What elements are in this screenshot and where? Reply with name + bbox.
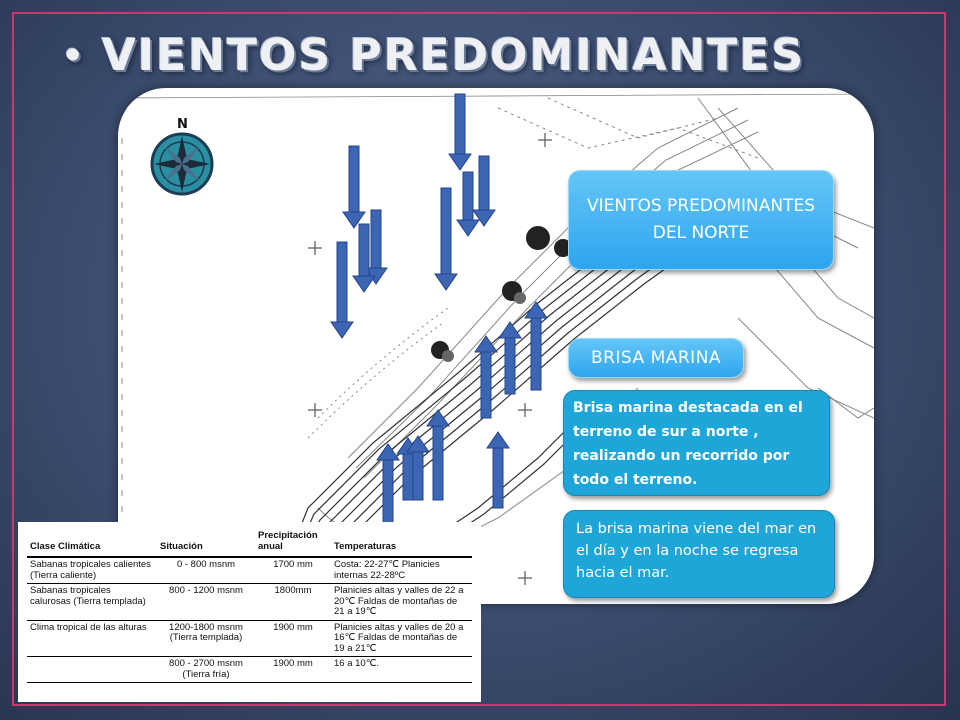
- table-cell: 1900 mm: [255, 657, 331, 683]
- table-cell: Clima tropical de las alturas: [27, 620, 157, 657]
- north-wind-arrows: [331, 94, 495, 338]
- table-header-row: [27, 528, 472, 557]
- table-cell: 1200-1800 msnm (Tierra templada): [157, 620, 255, 657]
- table-cell: 16 a 10℃.: [331, 657, 472, 683]
- sea-breeze-description-box: [563, 390, 830, 496]
- table-cell: 1700 mm: [255, 557, 331, 584]
- north-wind-arrow-icon: [457, 172, 479, 236]
- table-cell: Sabanas tropicales calientes (Tierra caliente): [27, 557, 157, 584]
- table-row: [27, 557, 472, 584]
- column-header: Clase Climática: [27, 528, 157, 557]
- column-header: Precipitación anual: [255, 528, 331, 557]
- sea-breeze-arrow-icon: [377, 444, 399, 528]
- north-wind-arrow-icon: [435, 188, 457, 290]
- table-cell: 1800mm: [255, 584, 331, 621]
- north-wind-arrow-icon: [449, 94, 471, 170]
- north-winds-label-box: [568, 170, 834, 270]
- climate-table-image: [18, 522, 481, 702]
- title-bullet: •: [62, 35, 86, 76]
- sea-breeze-label: BRISA MARINA: [590, 348, 722, 368]
- sea-breeze-arrow-icon: [499, 322, 521, 394]
- table-cell: 800 - 2700 msnm (Tierra fría): [157, 657, 255, 683]
- north-wind-arrow-icon: [331, 242, 353, 338]
- sea-breeze-arrows: [377, 302, 547, 528]
- sea-breeze-arrow-icon: [427, 410, 449, 500]
- table-cell: 1900 mm: [255, 620, 331, 657]
- table-cell: 800 - 1200 msnm: [157, 584, 255, 621]
- column-header: Temperaturas: [331, 528, 472, 557]
- north-wind-arrow-icon: [473, 156, 495, 226]
- climate-table: [27, 528, 472, 683]
- table-cell: [27, 657, 157, 683]
- table-row: [27, 657, 472, 683]
- sea-breeze-night-text: La brisa marina viene del mar en el día y en la noche se regresa hacia el mar.: [576, 521, 817, 581]
- north-winds-label: VIENTOS PREDOMINANTES DEL NORTE: [587, 196, 815, 243]
- table-cell: Planicies altas y valles de 20 a 16℃ Faldas de montañas de 19 a 21℃: [331, 620, 472, 657]
- table-row: [27, 584, 472, 621]
- compass-rose-icon: [152, 134, 212, 194]
- table-cell: Sabanas tropicales calurosas (Tierra templada): [27, 584, 157, 621]
- title-text: VIENTOS PREDOMINANTES: [101, 30, 806, 81]
- compass-north-label: N: [177, 117, 188, 132]
- table-cell: 0 - 800 msnm: [157, 557, 255, 584]
- column-header: Situación: [157, 528, 255, 557]
- north-wind-arrow-icon: [343, 146, 365, 228]
- table-cell: Costa: 22-27℃ Planicies internas 22-28ºC: [331, 557, 472, 584]
- table-row: [27, 620, 472, 657]
- table-cell: Planicies altas y valles de 22 a 20℃ Faldas de montañas de 21 a 19℃: [331, 584, 472, 621]
- slide-title: [62, 30, 805, 81]
- sea-breeze-night-box: [563, 510, 835, 598]
- sea-breeze-label-box: [568, 338, 744, 378]
- sea-breeze-description: Brisa marina destacada en el terreno de sur a norte , realizando un recorrido por todo el terreno.: [573, 400, 803, 488]
